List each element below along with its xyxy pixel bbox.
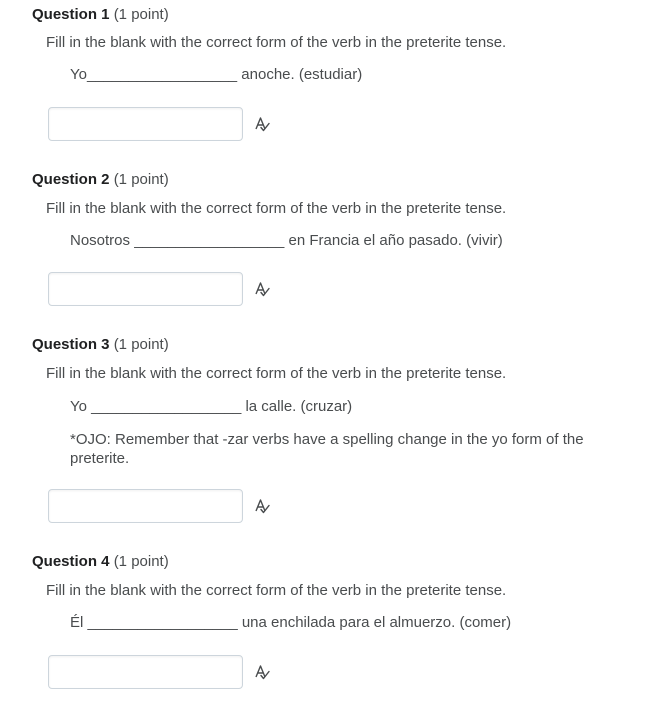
spell-check-icon[interactable] — [253, 115, 271, 133]
spell-check-icon[interactable] — [253, 663, 271, 681]
question-points: (1 point) — [113, 553, 169, 570]
question-heading — [32, 6, 169, 23]
question-note: *OJO: Remember that -zar verbs have a spelling change in the yo form of the preterite. — [70, 431, 584, 467]
question-sentence: Yo__________________ anoche. (estudiar) — [70, 66, 363, 83]
question-number: Question 3 — [32, 336, 110, 353]
question-sentence: Yo __________________ la calle. (cruzar) — [70, 398, 353, 415]
question-sentence: Él __________________ una enchilada para el almuerzo. (comer) — [70, 614, 512, 631]
question-heading — [32, 553, 169, 570]
question-heading — [32, 336, 169, 353]
answer-input[interactable] — [48, 489, 243, 523]
question-instruction: Fill in the blank with the correct form of the verb in the preterite tense. — [46, 582, 507, 599]
question-sentence: Nosotros __________________ en Francia el año pasado. (vivir) — [70, 232, 503, 249]
question-number: Question 4 — [32, 553, 110, 570]
question-points: (1 point) — [113, 6, 169, 23]
answer-input[interactable] — [48, 655, 243, 689]
question-number: Question 1 — [32, 6, 110, 23]
question-instruction: Fill in the blank with the correct form of the verb in the preterite tense. — [46, 365, 507, 382]
spell-check-icon[interactable] — [253, 280, 271, 298]
question-number: Question 2 — [32, 171, 110, 188]
question-points: (1 point) — [113, 171, 169, 188]
question-points: (1 point) — [113, 336, 169, 353]
question-instruction: Fill in the blank with the correct form of the verb in the preterite tense. — [46, 34, 507, 51]
spell-check-icon[interactable] — [253, 497, 271, 515]
question-heading — [32, 171, 169, 188]
answer-input[interactable] — [48, 272, 243, 306]
question-instruction: Fill in the blank with the correct form of the verb in the preterite tense. — [46, 200, 507, 217]
answer-input[interactable] — [48, 107, 243, 141]
